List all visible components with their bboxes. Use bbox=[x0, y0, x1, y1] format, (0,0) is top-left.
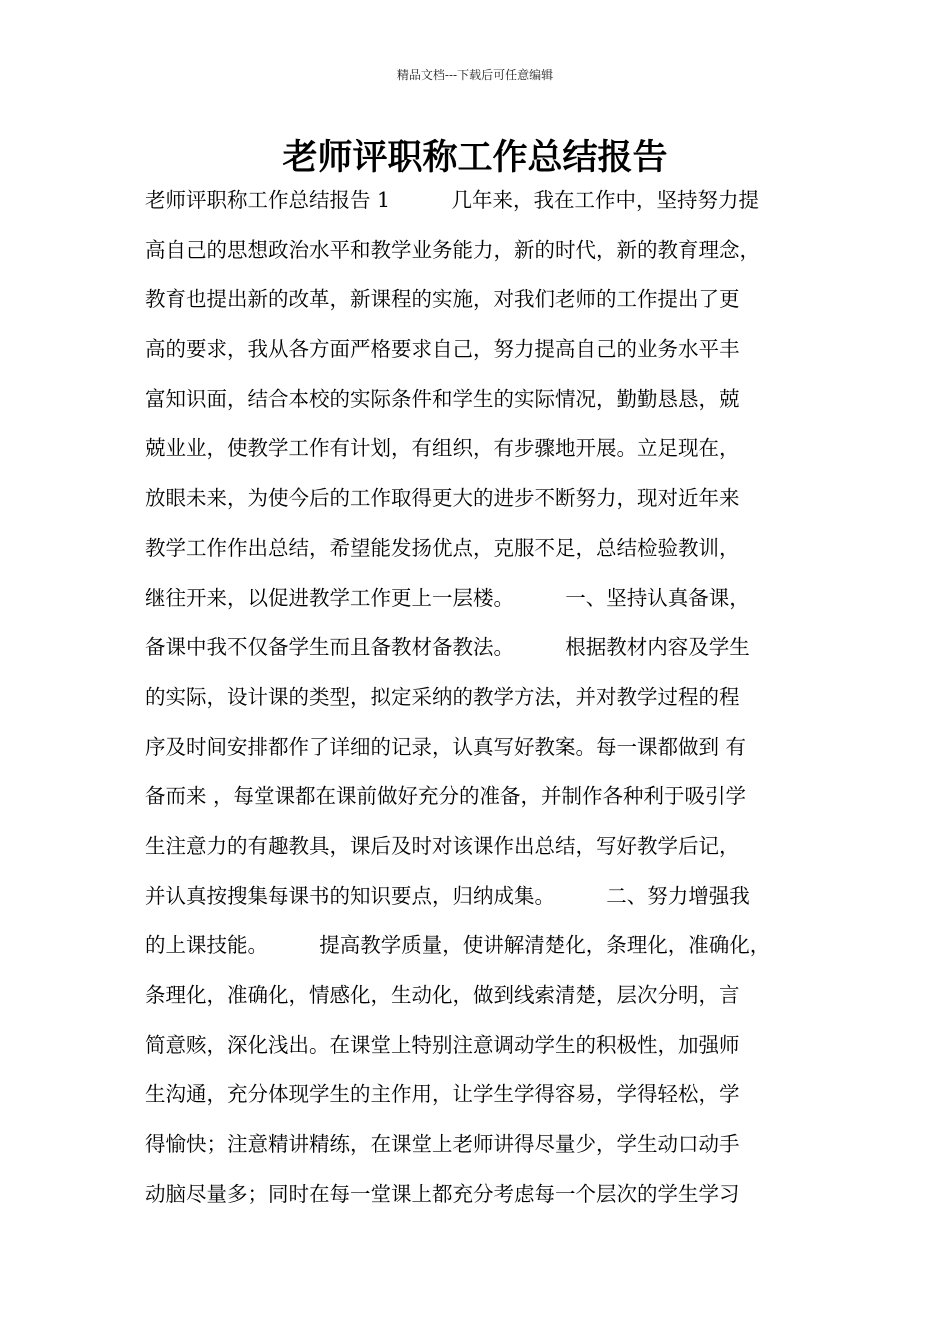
body-line: 动脑尽量多；同时在每一堂课上都充分考虑每一个层次的学生学习 bbox=[145, 1181, 740, 1206]
body-line: 高自己的思想政治水平和教学业务能力，新的时代，新的教育理念， bbox=[145, 237, 760, 262]
body-line: 放眼未来，为使今后的工作取得更大的进步不断努力，现对近年来 bbox=[145, 486, 740, 511]
body-line: 兢业业，使教学工作有计划，有组织，有步骤地开展。立足现在， bbox=[145, 436, 740, 461]
header-note: 精品文档---下载后可任意编辑 bbox=[396, 68, 554, 82]
body-line: 的实际，设计课的类型，拟定采纳的教学方法，并对教学过程的程 bbox=[145, 684, 740, 709]
body-line: 教学工作作出总结，希望能发扬优点，克服不足，总结检验教训， bbox=[145, 535, 740, 560]
body-line: 并认真按搜集每课书的知识要点，归纳成集。 二、努力增强我 bbox=[145, 883, 750, 908]
body-line: 富知识面，结合本校的实际条件和学生的实际情况，勤勤恳恳，兢 bbox=[145, 386, 740, 411]
body-line: 生注意力的有趣教具，课后及时对该课作出总结，写好教学后记， bbox=[145, 833, 740, 858]
body-line: 得愉快；注意精讲精练，在课堂上老师讲得尽量少，学生动口动手 bbox=[145, 1132, 740, 1157]
body-line: 继往开来，以促进教学工作更上一层楼。 一、坚持认真备课， bbox=[145, 585, 750, 610]
body-line: 备课中我不仅备学生而且备教材备教法。 根据教材内容及学生 bbox=[145, 635, 750, 660]
body-line: 简意赅，深化浅出。在课堂上特别注意调动学生的积极性，加强师 bbox=[145, 1032, 740, 1057]
body-line: 的上课技能。 提高教学质量，使讲解清楚化，条理化，准确化， bbox=[145, 933, 771, 958]
document-title: 老师评职称工作总结报告 bbox=[282, 138, 668, 178]
body-line: 序及时间安排都作了详细的记录，认真写好教案。每一课都做到 有 bbox=[145, 734, 747, 759]
body-line: 教育也提出新的改革，新课程的实施，对我们老师的工作提出了更 bbox=[145, 287, 740, 312]
body-line: 高的要求，我从各方面严格要求自己，努力提高自己的业务水平丰 bbox=[145, 337, 740, 362]
body-line: 老师评职称工作总结报告 1 几年来，我在工作中，坚持努力提 bbox=[145, 188, 760, 212]
body-text bbox=[145, 183, 835, 1226]
body-line: 生沟通，充分体现学生的主作用，让学生学得容易，学得轻松，学 bbox=[145, 1082, 740, 1107]
body-line: 备而来 ，每堂课都在课前做好充分的准备，并制作各种利于吸引学 bbox=[145, 784, 747, 809]
body-line: 条理化，准确化，情感化，生动化，做到线索清楚，层次分明，言 bbox=[145, 983, 740, 1007]
